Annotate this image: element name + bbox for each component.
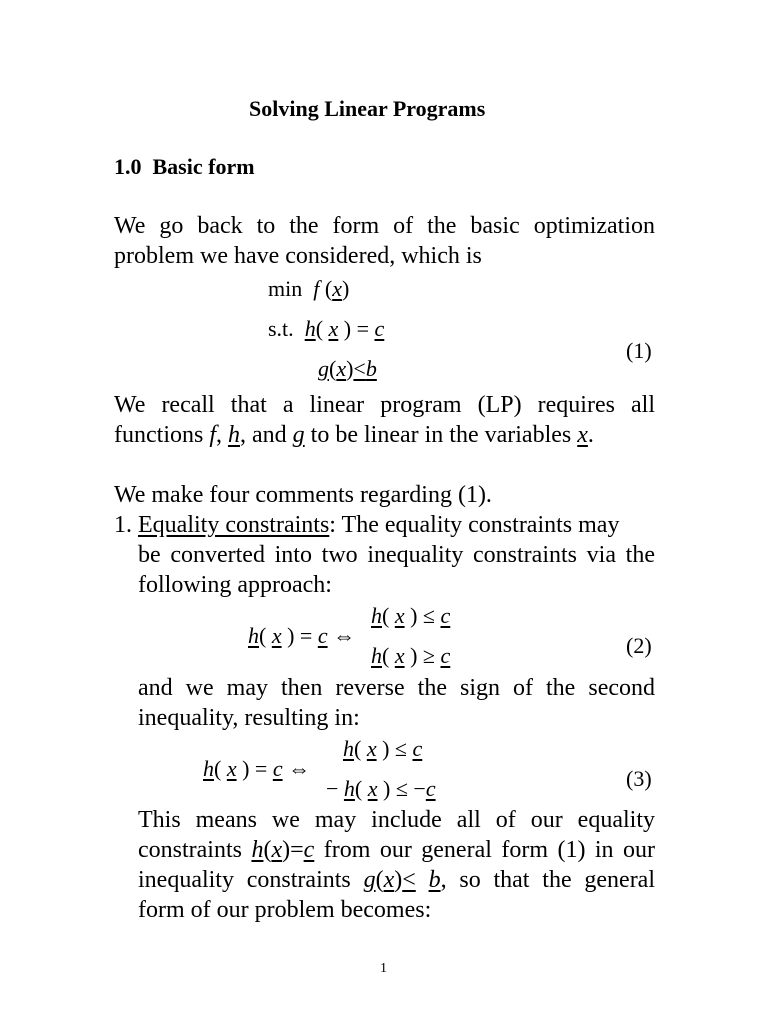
inequality-constraint-row: g(x)<b <box>318 356 377 381</box>
item-1-line-2: be converted into two inequality constraints via the <box>138 542 655 568</box>
section-heading <box>114 154 255 180</box>
recall-line-2: functions f, h, and g to be linear in the variables x. <box>114 422 594 448</box>
eq3-bottom: − h( x ) ≤ −c <box>326 776 436 801</box>
equation-number-1: (1) <box>626 338 652 363</box>
item-1-term: Equality constraints <box>138 512 330 538</box>
equation-number-2: (2) <box>626 633 652 658</box>
page-number: 1 <box>380 961 387 976</box>
item-1-line-3: following approach: <box>138 572 332 598</box>
eq2-left: h( x ) = c ⇔ <box>248 623 356 648</box>
equality-constraint-row: s.t. h( x ) = c <box>268 316 385 341</box>
item-1-line-1: Equality constraints: The equality constraints may <box>138 512 620 538</box>
eq3-top: h( x ) ≤ c <box>343 736 423 761</box>
eq2-bottom: h( x ) ≥ c <box>371 643 451 668</box>
page-title: Solving Linear Programs <box>249 96 486 121</box>
section-number: 1.0 <box>114 154 142 179</box>
intro-line-1: We go back to the form of the basic optimization <box>114 213 655 239</box>
eq2-top: h( x ) ≤ c <box>371 603 451 628</box>
objective-row: min f (x) <box>268 276 350 301</box>
comments-intro: We make four comments regarding (1). <box>114 482 492 508</box>
item-1-line-7: constraints h(x)=c from our general form (1) in our <box>138 837 655 863</box>
item-1-line-8: inequality constraints g(x)< b, so that the general <box>138 867 656 893</box>
intro-line-2: problem we have considered, which is <box>114 243 482 269</box>
recall-line-1: We recall that a linear program (LP) requires all <box>114 392 655 418</box>
equation-number-3: (3) <box>626 766 652 791</box>
item-1-line-4: and we may then reverse the sign of the second <box>138 675 655 701</box>
eq3-left: h( x ) = c ⇔ <box>203 756 311 781</box>
item-1-line-5: inequality, resulting in: <box>138 705 360 731</box>
item-1-number: 1. <box>114 512 132 538</box>
section-title: Basic form <box>152 154 255 179</box>
item-1-line-6: This means we may include all of our equality <box>138 807 655 833</box>
item-1-line-9: form of our problem becomes: <box>138 897 432 923</box>
